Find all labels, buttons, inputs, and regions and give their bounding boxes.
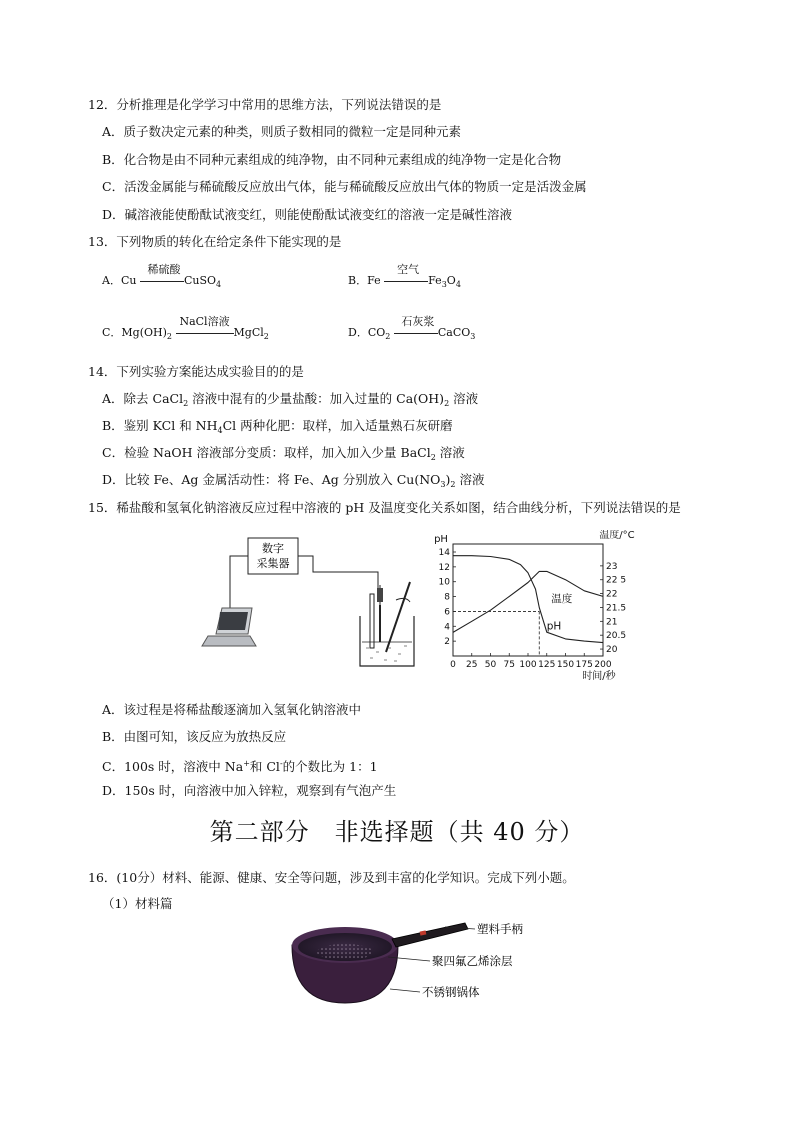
reactant: CO (367, 326, 386, 339)
subscript: 2 (166, 332, 173, 341)
reaction-condition: 石灰浆 (401, 315, 435, 328)
q13-stem: 13．下列物质的转化在给定条件下能实现的是 (88, 234, 342, 249)
wire-to-laptop (230, 556, 248, 610)
reaction-condition: 稀硫酸 (147, 263, 181, 276)
beaker-icon (360, 616, 414, 666)
experiment-apparatus (200, 530, 430, 680)
option-letter: C． (102, 326, 122, 339)
series-label-temperature: 温度 (551, 592, 573, 605)
y-tick-label: 4 (444, 622, 450, 633)
ph-temperature-chart (425, 530, 635, 680)
q15-option-d: D．150s 时，向溶液中加入锌粒，观察到有气泡产生 (102, 783, 397, 798)
label-steel-body: 不锈钢锅体 (422, 985, 480, 999)
wire-to-probe (298, 556, 378, 590)
x-tick-label: 25 (466, 660, 478, 670)
q12-option-c: C．活泼金属能与稀硫酸反应放出气体，能与稀硫酸反应放出气体的物质一定是活泼金属 (102, 179, 587, 194)
subscript: 4 (216, 280, 222, 289)
q13-option-b (348, 263, 461, 289)
y2-tick-label: 23 (606, 561, 618, 572)
y-tick-label: 10 (438, 577, 450, 588)
label-ptfe-coating: 聚四氟乙烯涂层 (432, 954, 513, 968)
q12-stem: 12．分析推理是化学学习中常用的思维方法，下列说法错误的是 (88, 97, 442, 112)
x-tick-label: 100 (519, 660, 537, 670)
q14-option-d: D．比较 Fe、Ag 金属活动性：将 Fe、Ag 分别放入 $Cu(NO_3)_2$ 溶液 (102, 472, 485, 489)
product-part: O (446, 274, 456, 287)
product: MgCl (233, 326, 264, 339)
device-label-1: 数字 (262, 542, 284, 555)
reaction-arrow (176, 315, 234, 339)
y-tick-label: 8 (444, 592, 450, 603)
option-letter: D． (348, 326, 368, 339)
series-label-ph: pH (546, 620, 562, 633)
q13-option-a (102, 263, 222, 289)
q12-option-d: D．碱溶液能使酚酞试液变红，则能使酚酞试液变红的溶液一定是碱性溶液 (102, 207, 513, 222)
device-label-2: 采集器 (256, 557, 290, 570)
q15-option-b: B．由图可知，该反应为放热反应 (102, 729, 287, 744)
frying-pan-illustration (280, 915, 560, 1015)
pan-handle-icon (392, 923, 468, 947)
q15-option-c: C．100s 时，溶液中 Na+和 Cl-的个数比为 1：1 (102, 759, 378, 774)
x-axis-label: 时间/秒 (582, 671, 616, 680)
ph-probe-icon (377, 585, 383, 642)
product: CuSO (183, 274, 217, 287)
q14-stem: 14．下列实验方案能达成实验目的的是 (88, 364, 304, 379)
reactant: Fe (367, 274, 381, 287)
y-axis-label: pH (434, 534, 448, 545)
reactant: Mg(OH) (121, 326, 167, 339)
product: CaCO (437, 326, 471, 339)
y-tick-label: 6 (444, 607, 450, 618)
product: Fe (428, 274, 442, 287)
stirring-rod-icon (386, 582, 410, 652)
q12-option-a: A．质子数决定元素的种类，则质子数相同的微粒一定是同种元素 (102, 124, 462, 139)
q12-option-b: B．化合物是由不同种元素组成的纯净物，由不同种元素组成的纯净物一定是化合物 (102, 152, 562, 167)
q14-option-b: B．鉴别 KCl 和 $NH_4Cl$ 两种化肥：取样，加入适量熟石灰研磨 (102, 418, 453, 435)
x-tick-label: 125 (538, 660, 556, 670)
reaction-arrow (140, 263, 184, 287)
dropper-icon (370, 594, 374, 648)
y2-axis-label: 温度/°C (599, 530, 635, 541)
series-line-ph (453, 556, 603, 643)
section-title: 第二部分 非选择题（共 40 分） (209, 818, 585, 846)
leader-line-body (390, 989, 420, 992)
y-tick-label: 2 (444, 637, 450, 648)
q13-option-c (102, 315, 269, 341)
y2-tick-label: 22 5 (606, 575, 627, 586)
x-tick-label: 50 (484, 660, 497, 670)
series-line-temperature (453, 571, 603, 632)
reaction-arrow (384, 263, 428, 287)
reaction-arrow (394, 315, 438, 339)
y2-tick-label: 21 (606, 617, 618, 628)
label-plastic-handle: 塑料手柄 (477, 922, 523, 936)
subscript: 2 (385, 332, 391, 341)
q13-option-d (348, 315, 476, 341)
x-tick-label: 0 (450, 660, 456, 670)
q16-part1: （1）材料篇 (102, 896, 173, 911)
reaction-condition: NaCl溶液 (179, 315, 230, 328)
x-tick-label: 175 (575, 660, 593, 670)
y2-tick-label: 22 (606, 589, 618, 600)
subscript: 3 (441, 280, 447, 289)
reaction-condition: 空气 (397, 263, 420, 276)
q14-option-a: A．除去 CaCl$_2$ 溶液中混有的少量盐酸：加入过量的 $Ca(OH)_2$ 溶液 (102, 391, 479, 408)
option-letter: B． (348, 274, 368, 287)
subscript: 2 (263, 332, 269, 341)
x-tick-label: 200 (594, 660, 612, 670)
q15-option-a: A．该过程是将稀盐酸逐滴加入氢氧化钠溶液中 (102, 702, 362, 717)
plot-frame (453, 544, 603, 656)
subscript: 4 (455, 280, 461, 289)
y2-tick-label: 20 (606, 645, 618, 656)
y2-tick-label: 21.5 (606, 603, 627, 614)
pan-body-icon (292, 927, 398, 1003)
x-tick-label: 75 (503, 660, 515, 670)
y-tick-label: 14 (438, 548, 450, 558)
reactant: Cu (120, 274, 137, 287)
q14-option-c: C．检验 NaOH 溶液部分变质：取样，加入加入少量 BaCl$_2$ 溶液 (102, 445, 465, 462)
q15-stem: 15．稀盐酸和氢氧化钠溶液反应过程中溶液的 pH 及温度变化关系如图，结合曲线分析，下列说法错误的是 (88, 500, 681, 515)
y2-tick-label: 20.5 (606, 631, 627, 642)
subscript: 3 (470, 332, 476, 341)
x-tick-label: 150 (556, 660, 575, 670)
option-letter: A． (102, 274, 121, 287)
laptop-icon (202, 608, 256, 646)
y-tick-label: 12 (438, 562, 450, 573)
q16-stem: 16．(10分）材料、能源、健康、安全等问题，涉及到丰富的化学知识。完成下列小题。 (88, 870, 575, 885)
